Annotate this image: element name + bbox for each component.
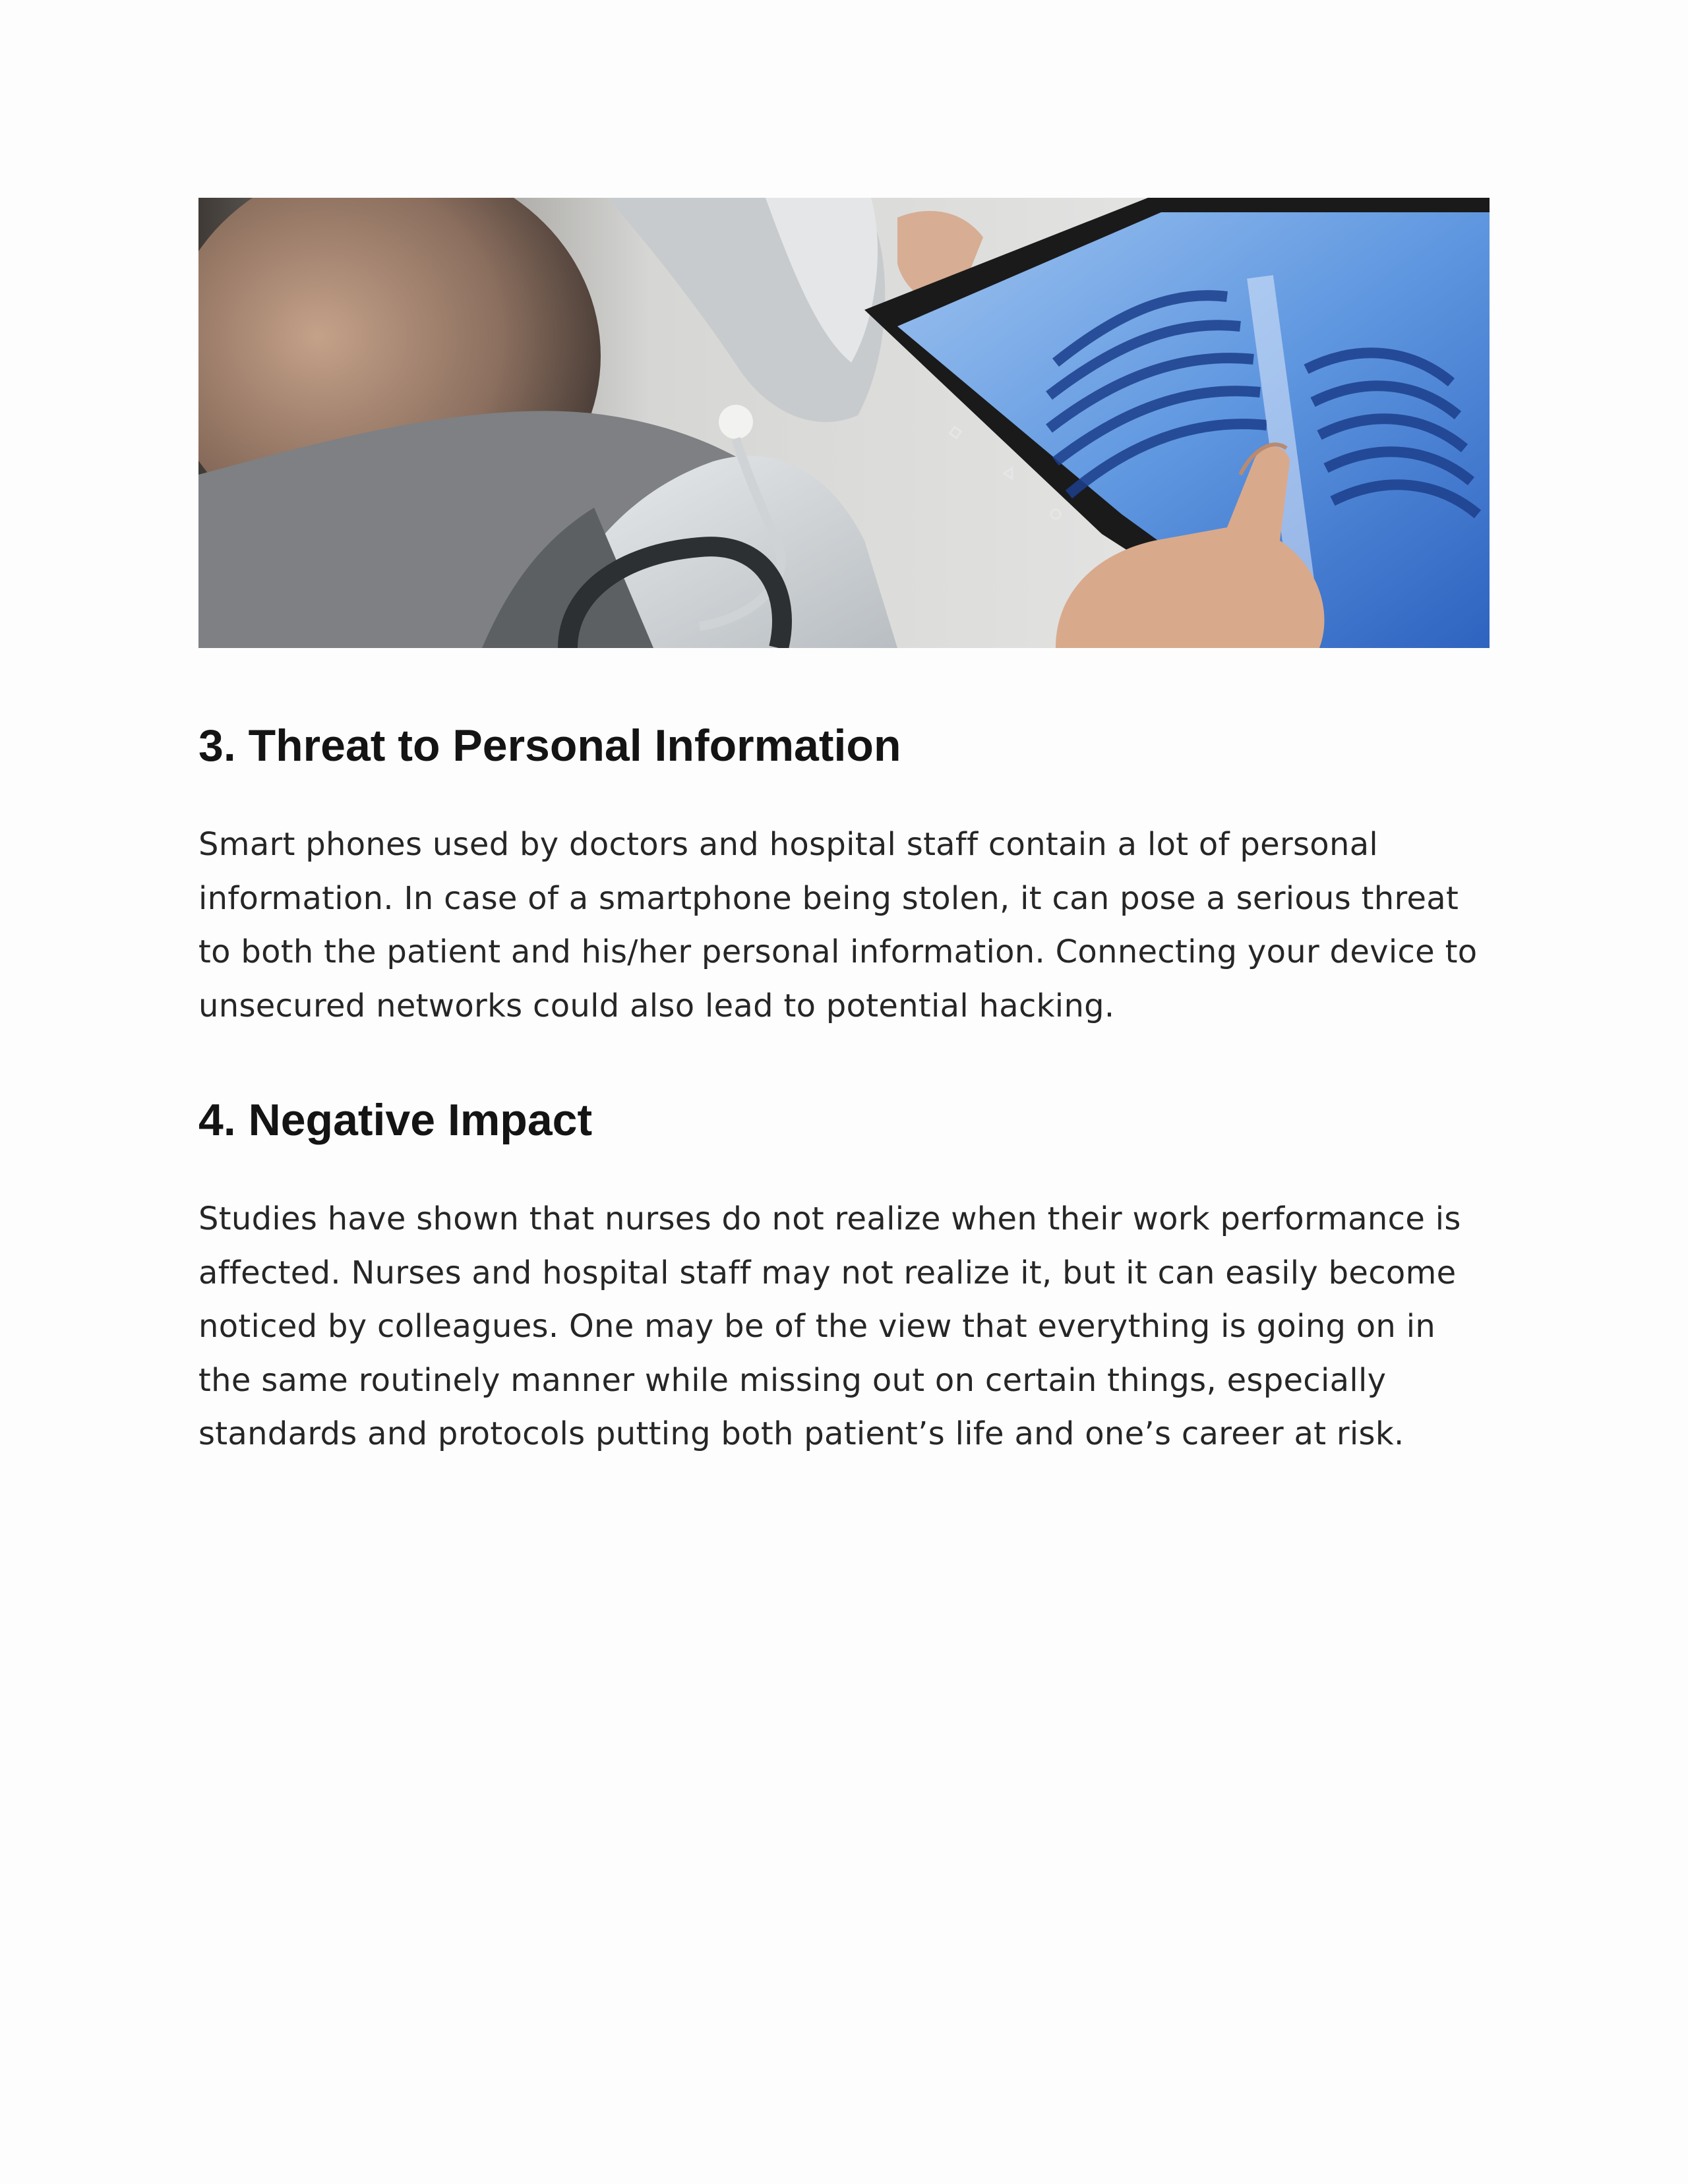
- doctor-xray-tablet-image: [198, 198, 1490, 648]
- section-body: Studies have shown that nurses do not realize when their work performance is affected. Nurses and hospital staff may not realize it, but it can easily become noticed by colleagues. One may be of the view that everything is going on in the same routinely manner while missing out on certain things, especially standards and protocols putting both patient’s life and one’s career at risk.: [198, 1200, 1461, 1452]
- section-heading: 3. Threat to Personal Information: [198, 721, 901, 771]
- document-page: [198, 198, 1490, 1461]
- section-heading: 4. Negative Impact: [198, 1095, 593, 1145]
- section-body: Smart phones used by doctors and hospital staff contain a lot of personal information. In case of a smartphone being stolen, it can pose a serious threat to both the patient and his/her personal information. Connecting your device to unsecured networks could also lead to potential hacking.: [198, 826, 1478, 1024]
